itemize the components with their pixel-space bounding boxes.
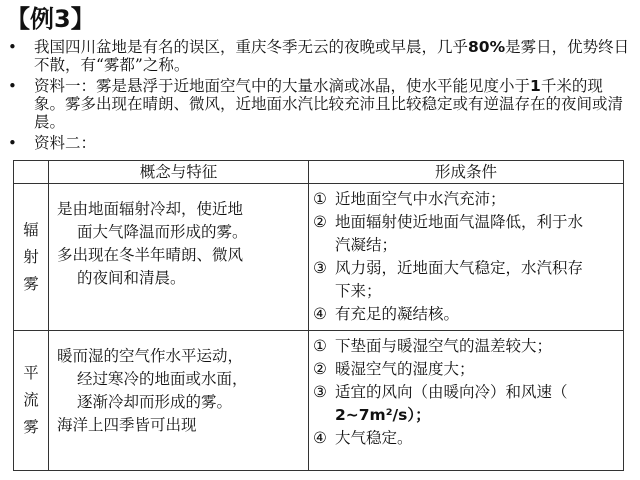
table-row [14,331,624,471]
condition-item [313,335,617,358]
concept-line: 海洋上四季皆可出现 [57,416,197,434]
condition-item [313,257,617,280]
row-label-advection-fog [14,331,49,471]
bullet-text: 是雾日，优势终日不散，有“雾都”之称。 [34,38,630,74]
bullet-text: 资料一：雾是悬浮于近地面空气中的大量水滴或冰晶，使水平能见度小于 [34,77,531,95]
table-header-conditions: 形成条件 [309,161,624,184]
row-label-char: 辐 [23,220,39,239]
row-label-char: 流 [23,391,39,409]
condition-continuation: 2~7m²/s）； [335,406,431,424]
concept-line: 的夜间和清晨。 [77,269,186,287]
condition-text: 近地面空气中水汽充沛； [335,190,506,208]
concept-line: 是由地面辐射冷却，使近地 [57,200,244,218]
bullet-text: 我国四川盆地是有名的误区，重庆冬季无云的夜晚或早晨，几乎 [34,38,469,56]
condition-text: 风力弱，近地面大气稳定，水汽积存 [335,259,584,277]
condition-number: ④ [313,429,327,447]
condition-text: 大气稳定。 [335,429,413,447]
table-row [14,184,624,331]
bullet-dot-icon: • [8,38,17,56]
condition-number: ③ [313,383,327,401]
bullet-text: 资料二： [34,134,97,152]
condition-number: ② [313,213,327,231]
concept-line: 经过寒冷的地面或水面， [77,370,248,388]
condition-item [313,303,617,326]
condition-item [313,358,617,381]
condition-text: 有充足的凝结核。 [335,305,460,323]
concept-line: 面大气降温而形成的雾。 [77,223,248,241]
condition-item [313,188,617,211]
table-header-concept: 概念与特征 [49,161,309,184]
row-label-char: 雾 [23,418,39,436]
condition-text: 暖湿空气的湿度大； [335,360,475,378]
bullet-list [6,38,630,155]
bullet-item [6,134,630,152]
row-label-char: 雾 [23,274,39,293]
bullet-dot-icon: • [8,77,17,95]
condition-number: ② [313,360,327,378]
condition-text: 地面辐射使近地面气温降低，利于水 [335,213,584,231]
condition-number: ① [313,190,327,208]
concept-cell [49,331,309,471]
condition-item [313,381,617,404]
bullet-bold: 1 [530,77,541,95]
condition-number: ④ [313,305,327,323]
bullet-dot-icon: • [8,134,17,152]
row-label-char: 平 [23,364,39,382]
condition-item [313,211,617,234]
bullet-item [6,77,630,131]
bullet-text: 千米的现象。雾多出现在晴朗、微风，近地面水汽比较充沛且比较稳定或有逆温存在的夜间或清晨。 [34,77,624,131]
concept-cell [49,184,309,331]
table-header-row [14,161,624,184]
fog-comparison-table [13,160,624,471]
concept-line: 暖而湿的空气作水平运动， [57,347,244,365]
condition-item [313,427,617,450]
condition-continuation: 下来； [335,282,382,300]
condition-continuation: 汽凝结； [335,236,398,254]
conditions-cell [309,331,624,471]
row-label-char: 射 [23,247,39,266]
condition-text: 适宜的风向（由暖向冷）和风速（ [335,383,568,401]
condition-number: ③ [313,259,327,277]
bullet-bold: 80% [468,38,506,56]
condition-number: ① [313,337,327,355]
conditions-cell [309,184,624,331]
row-label-radiation-fog [14,184,49,331]
concept-line: 逐渐冷却而形成的雾。 [77,393,233,411]
bullet-item [6,38,630,74]
slide-title: 【例3】 [6,5,95,33]
table-header-corner [14,161,49,184]
condition-text: 下垫面与暖湿空气的温差较大； [335,337,553,355]
concept-line: 多出现在冬半年晴朗、微风 [57,246,244,264]
